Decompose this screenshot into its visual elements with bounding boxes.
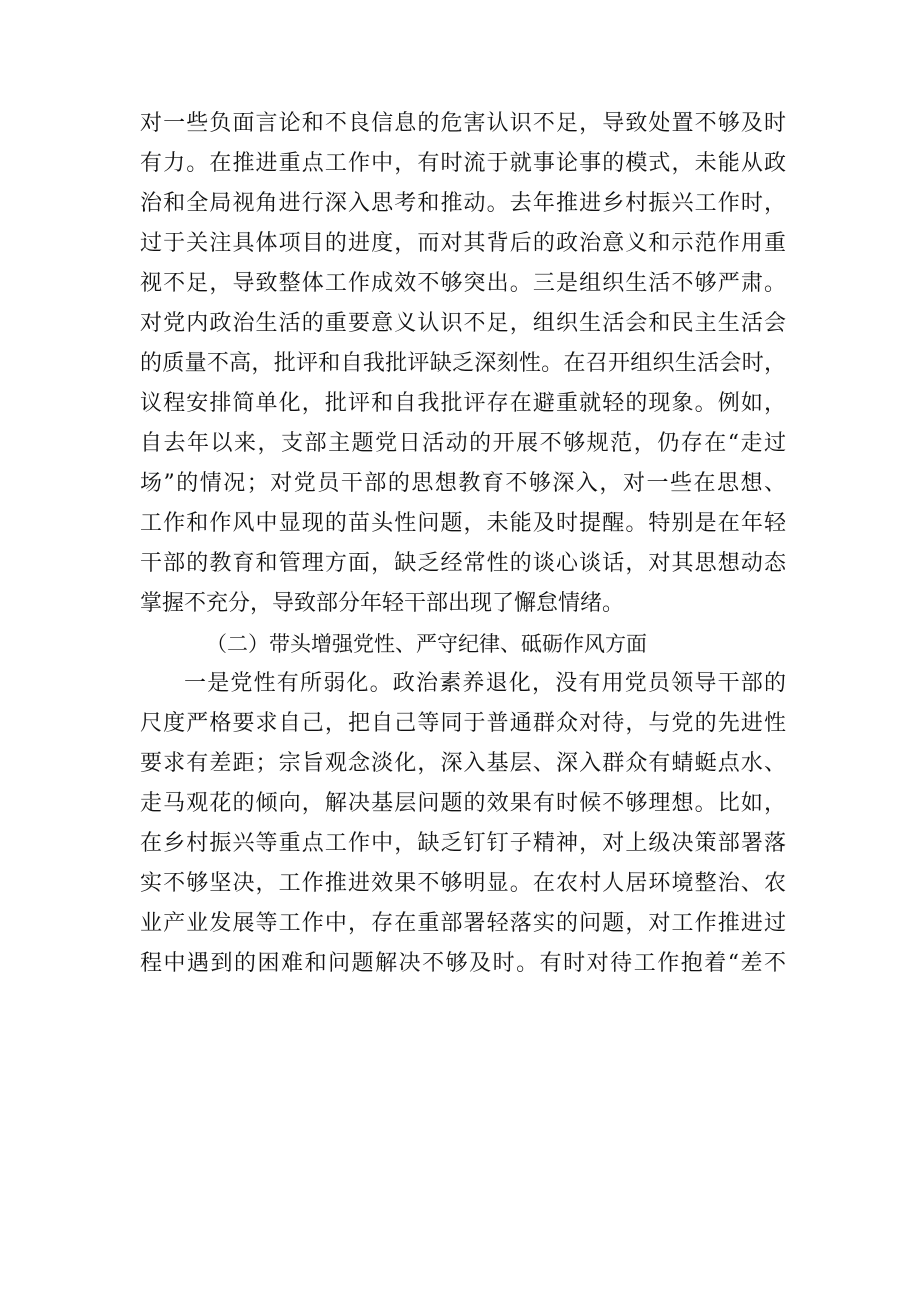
text-line: 一是党性有所弱化。政治素养退化，没有用党员领导干部的 xyxy=(184,671,786,696)
text-line: 走马观花的倾向，解决基层问题的效果有时候不够理想。比如， xyxy=(140,791,786,816)
text-line: 在乡村振兴等重点工作中，缺乏钉钉子精神，对上级决策部署落 xyxy=(140,831,786,856)
text-line: 的质量不高，批评和自我批评缺乏深刻性。在召开组织生活会时， xyxy=(140,351,786,376)
text-line: 实不够坚决，工作推进效果不够明显。在农村人居环境整治、农 xyxy=(140,871,786,896)
text-line: 过于关注具体项目的进度，而对其背后的政治意义和示范作用重 xyxy=(140,231,786,256)
paragraph-2 xyxy=(140,664,786,984)
text-line: 对党内政治生活的重要意义认识不足，组织生活会和民主生活会 xyxy=(140,311,786,336)
text-line: 工作和作风中显现的苗头性问题，未能及时提醒。特别是在年轻 xyxy=(140,511,786,536)
document-body xyxy=(140,104,786,984)
text-line: 业产业发展等工作中，存在重部署轻落实的问题，对工作推进过 xyxy=(140,911,786,936)
text-line: 自去年以来，支部主题党日活动的开展不够规范，仍存在“走过 xyxy=(140,431,786,456)
text-line: 要求有差距；宗旨观念淡化，深入基层、深入群众有蜻蜓点水、 xyxy=(140,751,786,776)
text-line: 场”的情况；对党员干部的思想教育不够深入，对一些在思想、 xyxy=(140,471,786,496)
text-line: 干部的教育和管理方面，缺乏经常性的谈心谈话，对其思想动态 xyxy=(140,551,786,576)
text-line: 视不足，导致整体工作成效不够突出。三是组织生活不够严肃。 xyxy=(140,271,786,296)
text-line: 程中遇到的困难和问题解决不够及时。有时对待工作抱着“差不 xyxy=(140,951,786,976)
paragraph-1 xyxy=(140,104,786,624)
text-line: 掌握不充分，导致部分年轻干部出现了懈怠情绪。 xyxy=(140,591,625,616)
text-line: 议程安排简单化，批评和自我批评存在避重就轻的现象。例如， xyxy=(140,391,786,416)
section-heading: （二）带头增强党性、严守纪律、砥砺作风方面 xyxy=(206,632,647,656)
text-line: 对一些负面言论和不良信息的危害认识不足，导致处置不够及时 xyxy=(140,111,786,136)
text-line: 尺度严格要求自己，把自己等同于普通群众对待，与党的先进性 xyxy=(140,711,786,736)
text-line: 有力。在推进重点工作中，有时流于就事论事的模式，未能从政 xyxy=(140,151,786,176)
text-line: 治和全局视角进行深入思考和推动。去年推进乡村振兴工作时， xyxy=(140,191,786,216)
